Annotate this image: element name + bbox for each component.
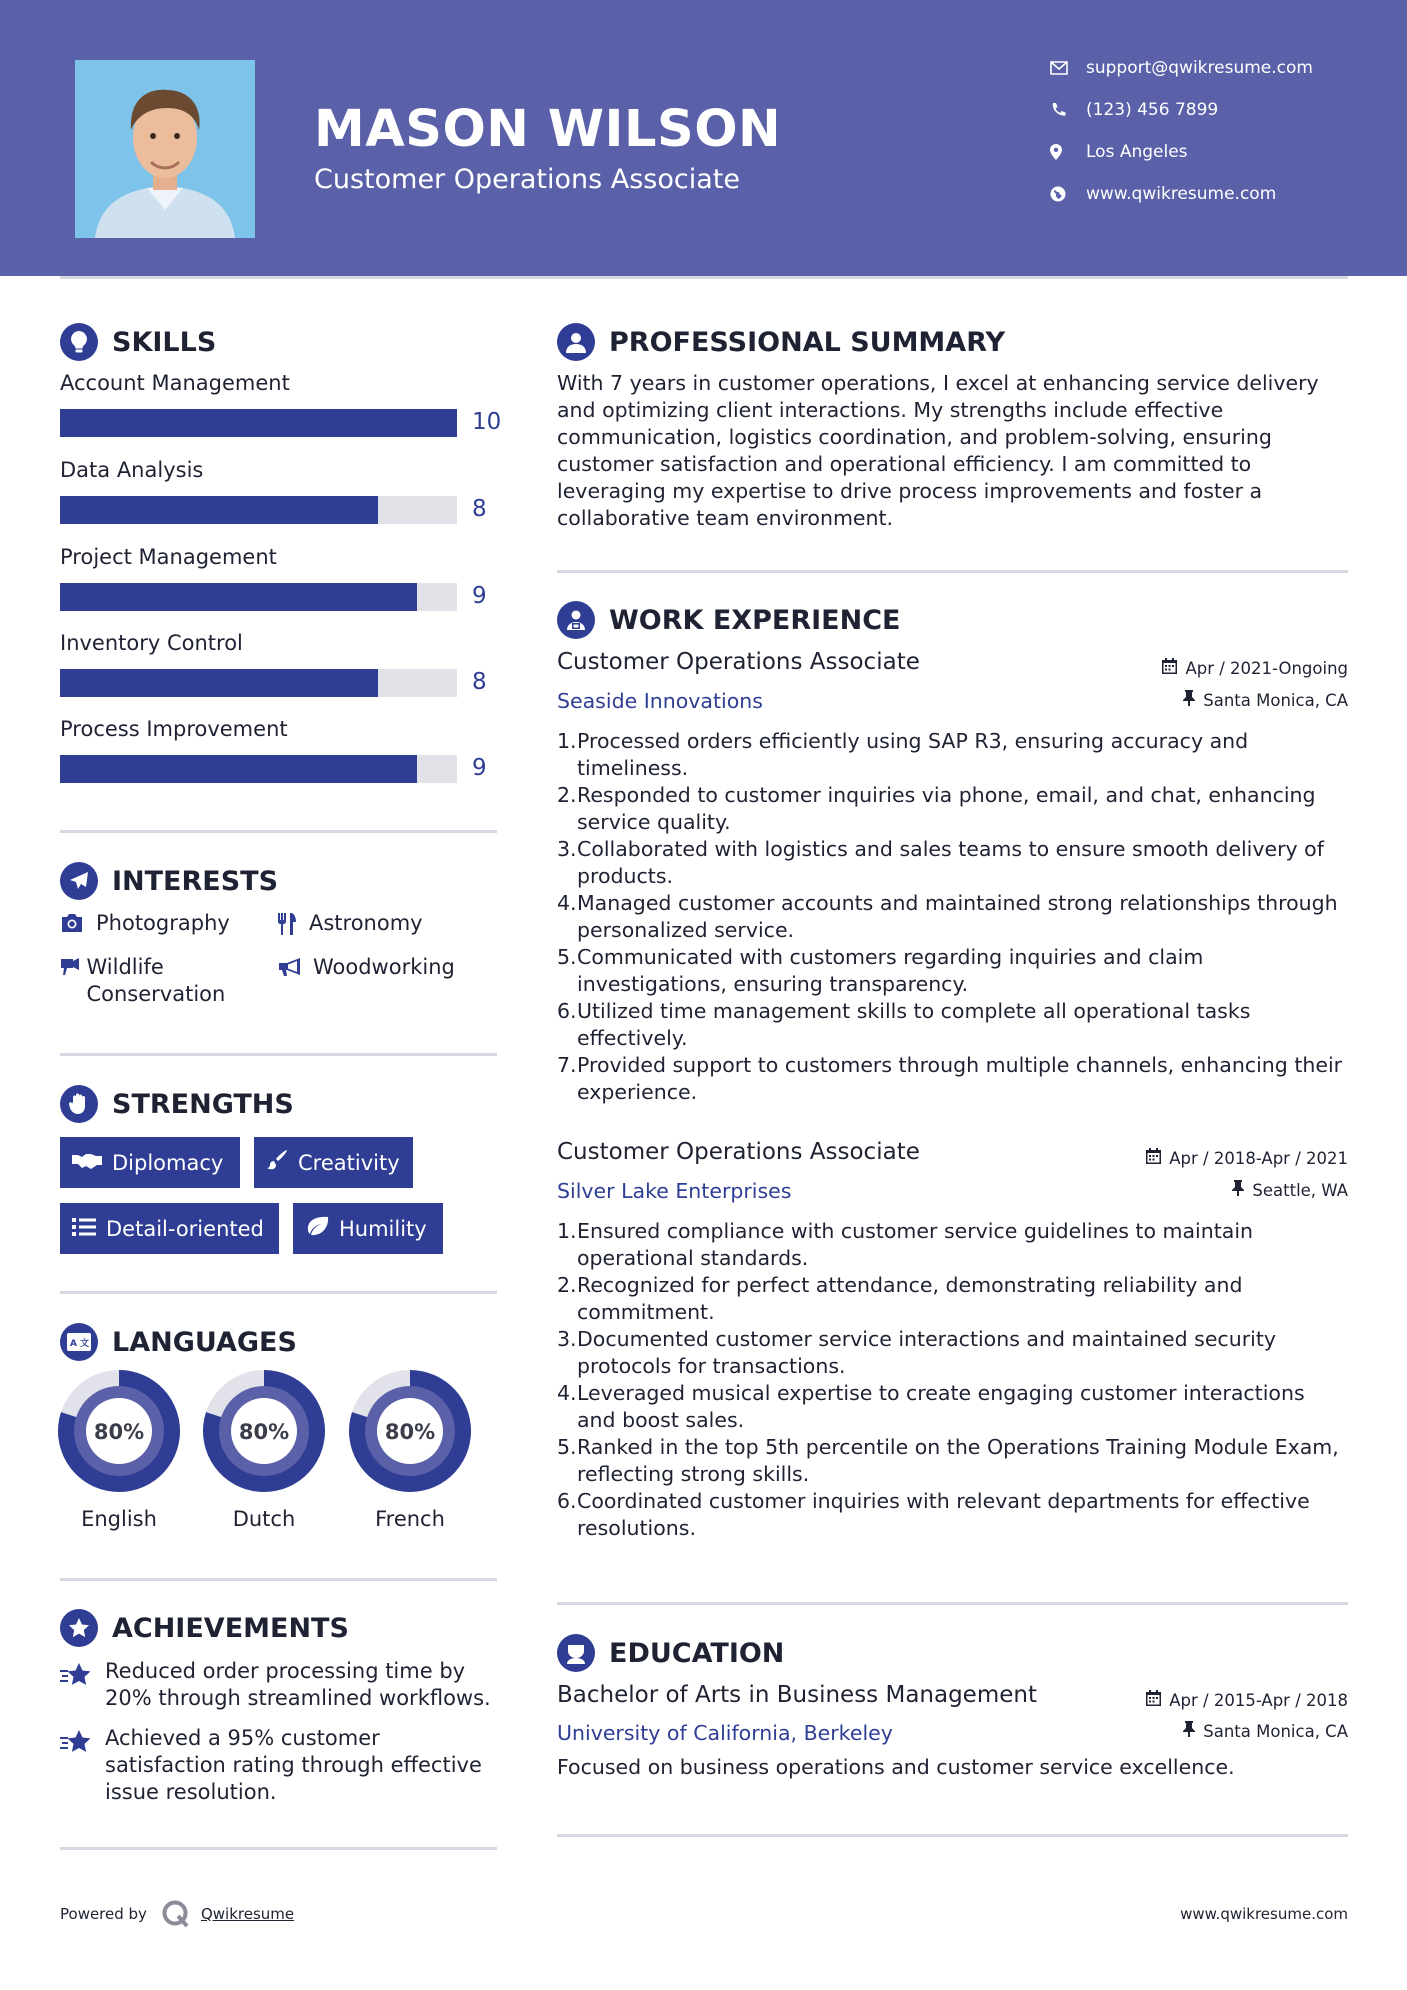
calendar-icon <box>1146 1690 1169 1710</box>
job-date: Apr / 2021-Ongoing <box>1162 658 1348 678</box>
strengths-divider <box>60 1291 497 1294</box>
education-divider <box>557 1834 1348 1837</box>
language-ring-chart <box>349 1370 471 1492</box>
summary-divider <box>557 570 1348 573</box>
summary-text: With 7 years in customer operations, I excel at enhancing service delivery and optimizing client interactions. My strengths include effective communication, logistics coordination, and problem-solving, ensuring customer satisfaction and operational efficiency. I am committed to leveraging my expertise to drive process improvements and foster a collaborative team environment. <box>557 371 1319 530</box>
skill-bar <box>60 755 457 783</box>
star-badge-icon <box>60 1609 98 1647</box>
star-icon <box>60 1725 105 1806</box>
education-description: Focused on business operations and customer service excellence. <box>557 1755 1235 1779</box>
star-icon <box>60 1658 105 1712</box>
strengths-heading: STRENGTHS <box>60 1085 294 1123</box>
list-item: 1. Processed orders efficiently using SAP R3, ensuring accuracy and timeliness. <box>557 729 1249 780</box>
education-date: Apr / 2015-Apr / 2018 <box>1146 1690 1348 1710</box>
language-name: English <box>81 1507 157 1531</box>
contact-website-text: www.qwikresume.com <box>1086 184 1277 204</box>
contact-email[interactable] <box>1050 58 1313 78</box>
header-divider <box>60 276 1348 279</box>
skill-name: Account Management <box>60 371 290 395</box>
bullhorn-icon <box>60 954 86 977</box>
contact-location-text: Los Angeles <box>1086 142 1188 162</box>
svg-text:A: A <box>70 1339 77 1349</box>
list-item: 2. Responded to customer inquiries via phone, email, and chat, enhancing service quality. <box>557 783 1316 834</box>
achievements-divider <box>60 1847 497 1850</box>
paper-plane-icon <box>60 862 98 900</box>
education-degree: Bachelor of Arts in Business Management <box>557 1682 1037 1708</box>
job-title: Customer Operations Associate <box>557 1139 920 1165</box>
qwikresume-link[interactable]: Qwikresume <box>200 1905 295 1923</box>
experience-heading: WORK EXPERIENCE <box>557 601 900 639</box>
language-name: French <box>375 1507 445 1531</box>
profile-photo <box>75 60 255 238</box>
language-ring <box>203 1370 325 1492</box>
svg-text:文: 文 <box>80 1339 90 1349</box>
interest-item: Astronomy <box>277 910 423 937</box>
list-icon <box>72 1217 106 1241</box>
skill-bar <box>60 496 457 524</box>
camera-icon <box>60 910 96 933</box>
calendar-icon <box>1146 1148 1169 1168</box>
job-date: Apr / 2018-Apr / 2021 <box>1146 1148 1348 1168</box>
skill-bar-fill <box>60 755 417 783</box>
skill-bar-fill <box>60 669 378 697</box>
lightbulb-icon <box>60 323 98 361</box>
skill-bar-fill <box>60 583 417 611</box>
list-item: 5. Communicated with customers regarding inquiries and claim investigations, ensuring transparency. <box>557 945 1204 996</box>
skill-bar <box>60 669 457 697</box>
contact-phone-text: (123) 456 7899 <box>1086 100 1219 120</box>
footer-website[interactable]: www.qwikresume.com <box>1180 1905 1348 1923</box>
megaphone-icon <box>277 954 313 977</box>
language-ring <box>58 1370 180 1492</box>
list-item: 3. Collaborated with logistics and sales teams to ensure smooth delivery of products. <box>557 837 1324 888</box>
strength-tag-detail-oriented: Detail-oriented <box>60 1203 279 1254</box>
list-item: 3. Documented customer service interactions and maintained security protocols for transactions. <box>557 1327 1276 1378</box>
education-school: University of California, Berkeley <box>557 1721 893 1745</box>
skill-name: Project Management <box>60 545 277 569</box>
interests-divider <box>60 1053 497 1056</box>
skill-bar-fill <box>60 409 457 437</box>
skill-level: 8 <box>472 669 487 695</box>
list-item: 5. Ranked in the top 5th percentile on the Operations Training Module Exam, reflecting strong skills. <box>557 1435 1339 1486</box>
skill-name: Data Analysis <box>60 458 204 482</box>
job-company: Seaside Innovations <box>557 689 763 713</box>
envelope-icon <box>1050 61 1086 75</box>
job-location: Santa Monica, CA <box>1183 690 1348 710</box>
map-pin-icon <box>1050 144 1086 160</box>
skill-bar <box>60 583 457 611</box>
pushpin-icon <box>1183 690 1203 710</box>
skill-bar-fill <box>60 496 378 524</box>
language-percent-label: 80% <box>238 1420 290 1444</box>
language-percent-label: 80% <box>93 1420 145 1444</box>
skill-name: Process Improvement <box>60 717 288 741</box>
paintbrush-icon <box>266 1149 298 1176</box>
list-item: 2. Recognized for perfect attendance, demonstrating reliability and commitment. <box>557 1273 1243 1324</box>
job-title: Customer Operations Associate <box>557 649 920 675</box>
skills-heading: SKILLS <box>60 323 216 361</box>
strength-tag-humility: Humility <box>293 1203 443 1254</box>
pushpin-icon <box>1232 1180 1252 1200</box>
language-ring-chart <box>203 1370 325 1492</box>
summary-heading: PROFESSIONAL SUMMARY <box>557 323 1005 361</box>
job-bullets <box>557 728 1347 1106</box>
experience-divider <box>557 1602 1348 1605</box>
calendar-icon <box>1162 658 1185 678</box>
strength-tag-diplomacy: Diplomacy <box>60 1137 240 1188</box>
achievement-item: Achieved a 95% customer satisfaction rating through effective issue resolution. <box>60 1725 500 1806</box>
strength-tag-creativity: Creativity <box>254 1137 413 1188</box>
contact-website[interactable] <box>1050 184 1276 204</box>
contact-email-text: support@qwikresume.com <box>1086 58 1313 78</box>
contact-phone[interactable] <box>1050 100 1218 120</box>
skill-level: 9 <box>472 583 487 609</box>
job-company: Silver Lake Enterprises <box>557 1179 792 1203</box>
leaf-icon <box>305 1216 339 1241</box>
list-item: 7. Provided support to customers through multiple channels, enhancing their experience. <box>557 1053 1343 1104</box>
hand-icon <box>60 1085 98 1123</box>
language-name: Dutch <box>232 1507 296 1531</box>
job-bullets <box>557 1218 1347 1542</box>
education-heading: EDUCATION <box>557 1634 784 1672</box>
graduate-icon <box>557 1634 595 1672</box>
education-location: Santa Monica, CA <box>1183 1721 1348 1741</box>
interest-item: Woodworking <box>277 954 455 981</box>
languages-heading: A 文 LANGUAGES <box>60 1323 297 1361</box>
language-ring <box>349 1370 471 1492</box>
list-item: 4. Managed customer accounts and maintained strong relationships through personalized service. <box>557 891 1338 942</box>
globe-icon <box>1050 186 1086 202</box>
skill-level: 8 <box>472 496 487 522</box>
achievements-heading: ACHIEVEMENTS <box>60 1609 349 1647</box>
skills-divider <box>60 830 497 833</box>
interests-heading: INTERESTS <box>60 862 278 900</box>
pushpin-icon <box>1183 1721 1203 1741</box>
skill-level: 9 <box>472 755 487 781</box>
list-item: 6. Coordinated customer inquiries with relevant departments for effective resolutions. <box>557 1489 1310 1540</box>
utensils-icon <box>277 910 309 935</box>
languages-divider <box>60 1578 497 1581</box>
candidate-name: MASON WILSON <box>314 100 782 159</box>
candidate-role: Customer Operations Associate <box>314 164 740 195</box>
footer-powered-by: Powered by Qwikresume <box>60 1899 294 1929</box>
language-ring-chart <box>58 1370 180 1492</box>
skill-name: Inventory Control <box>60 631 243 655</box>
user-icon <box>557 323 595 361</box>
interest-item: Wildlife Conservation <box>60 954 260 1008</box>
skill-bar <box>60 409 457 437</box>
list-item: 4. Leveraged musical expertise to create engaging customer interactions and boost sales. <box>557 1381 1305 1432</box>
achievement-item: Reduced order processing time by 20% through streamlined workflows. <box>60 1658 500 1712</box>
list-item: 1. Ensured compliance with customer service guidelines to maintain operational standards. <box>557 1219 1254 1270</box>
briefcase-user-icon <box>557 601 595 639</box>
qwikresume-logo-icon <box>161 1899 191 1929</box>
job-location: Seattle, WA <box>1232 1180 1348 1200</box>
interest-item: Photography <box>60 910 230 937</box>
handshake-icon <box>72 1151 112 1175</box>
resume-header <box>0 0 1407 276</box>
language-percent-label: 80% <box>384 1420 436 1444</box>
phone-icon <box>1050 102 1086 118</box>
language-icon <box>60 1323 98 1361</box>
skill-level: 10 <box>472 409 502 435</box>
contact-location <box>1050 142 1188 162</box>
list-item: 6. Utilized time management skills to complete all operational tasks effectively. <box>557 999 1251 1050</box>
